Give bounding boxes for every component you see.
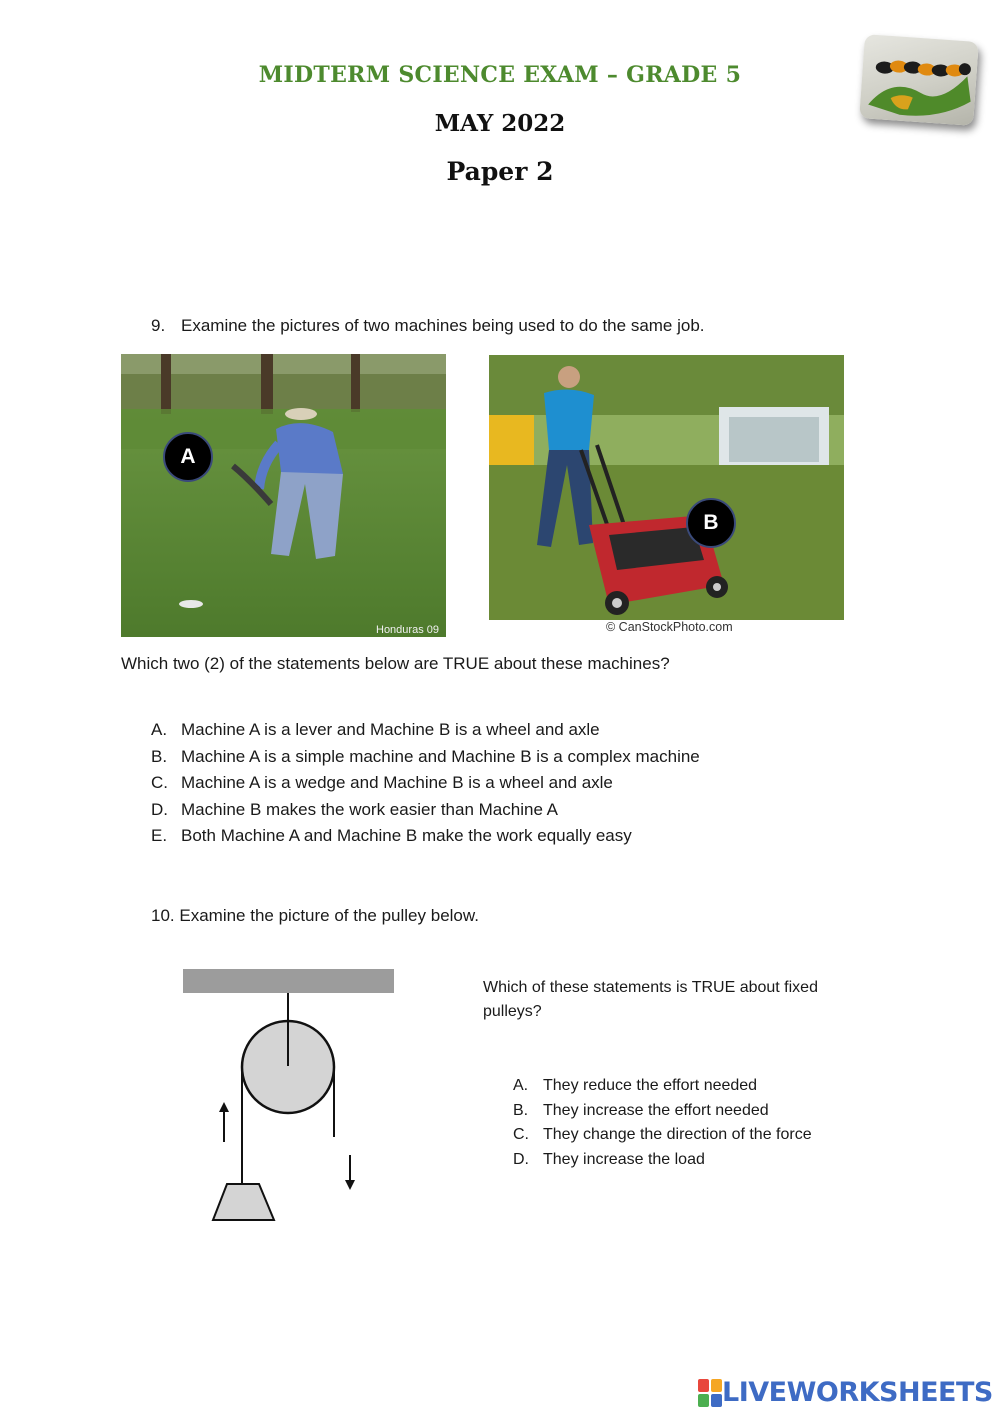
- photo-machine-a: [121, 354, 446, 637]
- q9-option-d[interactable]: D. Machine B makes the work easier than Machine A: [151, 799, 559, 819]
- q10-option-a[interactable]: A. They reduce the effort needed: [513, 1077, 758, 1094]
- liveworksheets-logo[interactable]: [698, 1377, 993, 1408]
- exam-date: MAY 2022: [434, 110, 566, 137]
- q9-option-a[interactable]: A. Machine A is a lever and Machine B is a wheel and axle: [151, 720, 600, 739]
- q9-prompt: [151, 316, 705, 336]
- caterpillar-logo-image: [859, 34, 979, 126]
- q10-prompt-text: Examine the picture of the pulley below.: [179, 906, 479, 925]
- label-b-badge: B: [686, 498, 736, 548]
- q9-option-c[interactable]: C. Machine A is a wedge and Machine B is a wheel and axle: [151, 773, 613, 792]
- pulley-diagram: [175, 962, 405, 1237]
- exam-title: MIDTERM SCIENCE EXAM – GRADE 5: [258, 62, 742, 88]
- load-weight: [213, 1184, 274, 1220]
- photo-b-credit: © CanStockPhoto.com: [606, 620, 733, 634]
- q10-option-d[interactable]: D. They increase the load: [513, 1150, 705, 1168]
- photo-machine-b: [489, 355, 844, 620]
- up-arrow-icon: [219, 1102, 229, 1112]
- q10-option-b[interactable]: B. They increase the effort needed: [513, 1101, 769, 1119]
- q9-options-list: [151, 717, 700, 850]
- q10-option-c[interactable]: C. They change the direction of the force: [513, 1126, 812, 1143]
- q10-prompt: [151, 906, 479, 926]
- down-arrow-icon: [345, 1180, 355, 1190]
- q9-question: Which two (2) of the statements below are TRUE about these machines?: [121, 654, 670, 673]
- q10-options-list: [513, 1074, 812, 1172]
- q9-option-e[interactable]: E. Both Machine A and Machine B make the work equally easy: [151, 826, 632, 845]
- exam-paper: Paper 2: [446, 157, 554, 186]
- photo-a-caption: Honduras 09: [376, 624, 439, 636]
- q10-number: 10.: [151, 906, 175, 925]
- label-a-badge: A: [163, 432, 213, 482]
- liveworksheets-brand-text: LIVEWORKSHEETS: [722, 1377, 993, 1408]
- q9-number: 9.: [151, 316, 166, 335]
- q9-prompt-text: Examine the pictures of two machines being used to do the same job.: [181, 316, 705, 335]
- ceiling-beam: [183, 969, 394, 993]
- q9-option-b[interactable]: B. Machine A is a simple machine and Machine B is a complex machine: [151, 746, 700, 766]
- liveworksheets-icon: [698, 1379, 722, 1407]
- q10-question: Which of these statements is TRUE about fixed pulleys?: [483, 979, 818, 1020]
